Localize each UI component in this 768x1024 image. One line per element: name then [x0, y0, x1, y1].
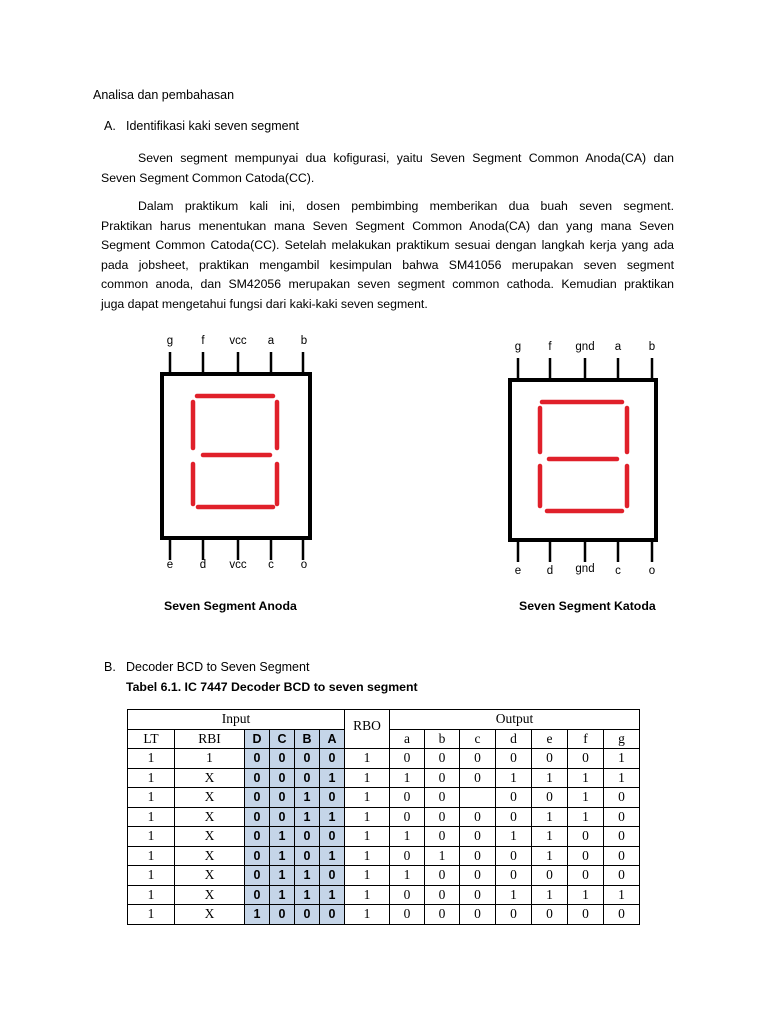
table-cell: 1 — [425, 846, 460, 866]
katoda-top-pin-label: f — [548, 341, 552, 353]
table-cell: 1 — [175, 749, 245, 769]
table-cell: X — [175, 768, 245, 788]
table-cell: 0 — [245, 846, 270, 866]
table-body — [128, 710, 640, 925]
table-cell: X — [175, 885, 245, 905]
table-cell: 0 — [390, 749, 425, 769]
page-heading: Analisa dan pembahasan — [93, 88, 235, 102]
table-cell: X — [175, 866, 245, 886]
katoda-bottom-pin-label: d — [546, 565, 554, 577]
table-cell: 0 — [425, 788, 460, 808]
table-cell: 1 — [270, 846, 295, 866]
column-header: A — [320, 729, 345, 749]
table-cell: 0 — [270, 749, 295, 769]
table-cell: 0 — [496, 905, 532, 925]
table-cell: 1 — [496, 768, 532, 788]
table-cell: 1 — [128, 788, 175, 808]
table-cell: 0 — [320, 827, 345, 847]
column-header: b — [425, 729, 460, 749]
table-cell: 1 — [245, 905, 270, 925]
table-cell: 1 — [295, 885, 320, 905]
table-cell: 0 — [496, 807, 532, 827]
table-cell: 1 — [128, 846, 175, 866]
table-cell: 0 — [496, 866, 532, 886]
anoda-top-pin-label: g — [166, 335, 174, 347]
paragraph-line: Seven segment mempunyai dua kofigurasi, yaitu Seven Segment Common Anoda(CA) dan — [138, 151, 674, 165]
table-cell: 1 — [128, 866, 175, 886]
table-cell: 0 — [245, 788, 270, 808]
table-cell: 0 — [460, 905, 496, 925]
table-cell: 1 — [128, 905, 175, 925]
table-cell: 0 — [568, 749, 604, 769]
column-header: LT — [128, 729, 175, 749]
section-a-marker: A. — [104, 119, 116, 133]
table-cell: 0 — [496, 846, 532, 866]
table-cell: 1 — [295, 788, 320, 808]
table-row — [128, 885, 640, 905]
table-cell: 0 — [460, 807, 496, 827]
anoda-bottom-pin-label: d — [199, 559, 207, 571]
table-row — [128, 866, 640, 886]
table-cell — [460, 788, 496, 808]
katoda-top-pin-label: a — [614, 341, 622, 353]
table-cell: 1 — [270, 866, 295, 886]
table-cell: 0 — [604, 827, 640, 847]
table-cell: 0 — [532, 749, 568, 769]
table-cell: 0 — [568, 905, 604, 925]
group-header-input: Input — [128, 710, 345, 730]
table-row — [128, 749, 640, 769]
section-b-marker: B. — [104, 660, 116, 674]
table-cell: 1 — [295, 807, 320, 827]
table-cell: 0 — [460, 866, 496, 886]
table-cell: 0 — [568, 866, 604, 886]
section-b-title: Decoder BCD to Seven Segment — [126, 660, 310, 674]
table-cell: 0 — [320, 905, 345, 925]
table-row — [128, 846, 640, 866]
table-cell: 0 — [245, 885, 270, 905]
table-cell: 1 — [532, 885, 568, 905]
table-cell: 1 — [568, 788, 604, 808]
table-cell: 1 — [532, 846, 568, 866]
table-row — [128, 827, 640, 847]
table-group-header-row — [128, 710, 640, 730]
table-cell: 0 — [532, 866, 568, 886]
table-cell: 1 — [532, 807, 568, 827]
table-cell: 0 — [295, 905, 320, 925]
anoda-bottom-pin-label: c — [268, 559, 274, 571]
katoda-bottom-pin-label: gnd — [575, 563, 595, 575]
table-cell: 1 — [568, 768, 604, 788]
table-cell: 0 — [496, 749, 532, 769]
table-cell: 0 — [245, 749, 270, 769]
table-cell: 0 — [604, 788, 640, 808]
group-header-output: Output — [390, 710, 640, 730]
table-cell: 0 — [604, 905, 640, 925]
table-cell: 1 — [496, 885, 532, 905]
table-cell: 0 — [604, 866, 640, 886]
table-cell: 0 — [390, 807, 425, 827]
table-cell: 0 — [295, 827, 320, 847]
table-cell: 1 — [345, 768, 390, 788]
table-cell: 0 — [390, 788, 425, 808]
table-cell: 0 — [460, 768, 496, 788]
table-cell: 1 — [496, 827, 532, 847]
table-cell: 1 — [295, 866, 320, 886]
table-cell: 0 — [245, 807, 270, 827]
decoder-truth-table — [127, 709, 640, 925]
table-cell: 0 — [245, 768, 270, 788]
table-cell: 0 — [320, 788, 345, 808]
table-cell: 0 — [295, 846, 320, 866]
table-cell: 0 — [532, 905, 568, 925]
anoda-bottom-pin-label: vcc — [229, 559, 247, 571]
table-caption: Tabel 6.1. IC 7447 Decoder BCD to seven segment — [126, 680, 418, 694]
table-cell: 1 — [345, 905, 390, 925]
table-cell: 0 — [390, 905, 425, 925]
table-row — [128, 905, 640, 925]
table-cell: 0 — [245, 827, 270, 847]
seven-segment-anoda-diagram — [140, 330, 340, 580]
anoda-top-pin-label: a — [267, 335, 275, 347]
table-cell: 0 — [425, 866, 460, 886]
table-cell: 1 — [345, 749, 390, 769]
table-cell: 0 — [460, 885, 496, 905]
katoda-top-pin-label: b — [648, 341, 656, 353]
table-cell: 1 — [532, 827, 568, 847]
table-cell: 0 — [270, 768, 295, 788]
column-header: C — [270, 729, 295, 749]
table-row — [128, 807, 640, 827]
table-cell: 0 — [425, 827, 460, 847]
table-cell: 1 — [604, 885, 640, 905]
caption-anoda: Seven Segment Anoda — [164, 599, 297, 613]
table-cell: 0 — [295, 749, 320, 769]
table-cell: 1 — [604, 749, 640, 769]
column-header: RBI — [175, 729, 245, 749]
table-cell: 1 — [320, 846, 345, 866]
table-cell: 1 — [390, 866, 425, 886]
table-cell: 1 — [568, 885, 604, 905]
table-cell: 0 — [425, 905, 460, 925]
table-cell: X — [175, 827, 245, 847]
anoda-top-pin-label: b — [300, 335, 308, 347]
table-cell: 0 — [390, 885, 425, 905]
table-cell: 0 — [604, 807, 640, 827]
paragraph-line: Dalam praktikum kali ini, dosen pembimbing memberikan dua buah seven segment. — [138, 199, 674, 213]
caption-katoda: Seven Segment Katoda — [519, 599, 656, 613]
paragraph-line: Segment Common Catoda(CC). Setelah melakukan praktikum sesuai dengan langkah kerja yang ada — [101, 238, 674, 252]
table-row — [128, 788, 640, 808]
table-cell: X — [175, 905, 245, 925]
table-cell: 1 — [128, 749, 175, 769]
anoda-bottom-pin-label: e — [166, 559, 174, 571]
paragraph-practicum — [101, 197, 674, 314]
table-cell: 1 — [320, 768, 345, 788]
column-header: e — [532, 729, 568, 749]
paragraph-line: juga dapat mengetahui fungsi dari kaki-kaki seven segment. — [101, 296, 428, 311]
table-cell: 0 — [295, 768, 320, 788]
katoda-bottom-pin-label: c — [615, 565, 621, 577]
group-header-rbo: RBO — [345, 710, 390, 749]
table-cell: 1 — [128, 807, 175, 827]
anoda-bottom-pin-label: o — [300, 559, 308, 571]
table-cell: 0 — [425, 885, 460, 905]
table-cell: 0 — [568, 846, 604, 866]
table-cell: 1 — [320, 807, 345, 827]
paragraph-line: pada jobsheet, praktikan mengambil kesimpulan bahwa SM41056 merupakan seven segment — [101, 257, 674, 272]
table-cell: 0 — [270, 807, 295, 827]
column-header: d — [496, 729, 532, 749]
table-cell: 0 — [568, 827, 604, 847]
table-cell: 1 — [270, 885, 295, 905]
table-cell: 1 — [345, 866, 390, 886]
table-cell: 1 — [345, 807, 390, 827]
table-cell: 1 — [345, 885, 390, 905]
anoda-top-pin-label: vcc — [229, 335, 247, 347]
katoda-top-pin-label: g — [514, 341, 522, 353]
table-cell: 0 — [270, 905, 295, 925]
table-cell: 1 — [390, 827, 425, 847]
table-cell: 0 — [270, 788, 295, 808]
table-cell: 1 — [320, 885, 345, 905]
katoda-bottom-pin-label: o — [648, 565, 656, 577]
table-cell: 0 — [460, 846, 496, 866]
table-cell: 0 — [320, 749, 345, 769]
column-header: D — [245, 729, 270, 749]
table-cell: 1 — [568, 807, 604, 827]
column-header: g — [604, 729, 640, 749]
table-cell: 0 — [496, 788, 532, 808]
table-cell: 1 — [270, 827, 295, 847]
table-cell: 1 — [128, 885, 175, 905]
table-cell: 1 — [345, 788, 390, 808]
table-cell: X — [175, 807, 245, 827]
table-cell: X — [175, 788, 245, 808]
table-cell: 1 — [604, 768, 640, 788]
table-cell: 0 — [425, 807, 460, 827]
table-cell: 1 — [128, 827, 175, 847]
table-cell: 1 — [532, 768, 568, 788]
table-cell: 0 — [245, 866, 270, 886]
table-cell: 0 — [320, 866, 345, 886]
paragraph-line: Seven Segment Common Catoda(CC). — [101, 170, 315, 185]
table-cell: 1 — [345, 827, 390, 847]
katoda-bottom-pin-label: e — [514, 565, 522, 577]
column-header: c — [460, 729, 496, 749]
section-a-title: Identifikasi kaki seven segment — [126, 119, 300, 133]
paragraph-line: Praktikan harus menentukan mana Seven Segment Common Anoda(CA) dan yang mana Seven — [101, 218, 674, 233]
table-cell: 0 — [390, 846, 425, 866]
paragraph-line: common anoda, dan SM42056 merupakan seven segment common cathoda. Kemudian praktikan — [101, 277, 674, 291]
table-row — [128, 768, 640, 788]
table-cell: X — [175, 846, 245, 866]
table-cell: 0 — [460, 749, 496, 769]
table-cell: 1 — [128, 768, 175, 788]
column-header: a — [390, 729, 425, 749]
seven-segment-katoda-diagram — [490, 336, 690, 586]
column-header: B — [295, 729, 320, 749]
table-cell: 1 — [345, 846, 390, 866]
table-cell: 1 — [390, 768, 425, 788]
table-cell: 0 — [425, 768, 460, 788]
table-cell: 0 — [425, 749, 460, 769]
table-cell: 0 — [460, 827, 496, 847]
column-header: f — [568, 729, 604, 749]
katoda-top-pin-label: gnd — [575, 341, 595, 353]
paragraph-configurations — [101, 149, 674, 188]
table-cell: 0 — [532, 788, 568, 808]
table-cell: 0 — [604, 846, 640, 866]
anoda-top-pin-label: f — [201, 335, 205, 347]
